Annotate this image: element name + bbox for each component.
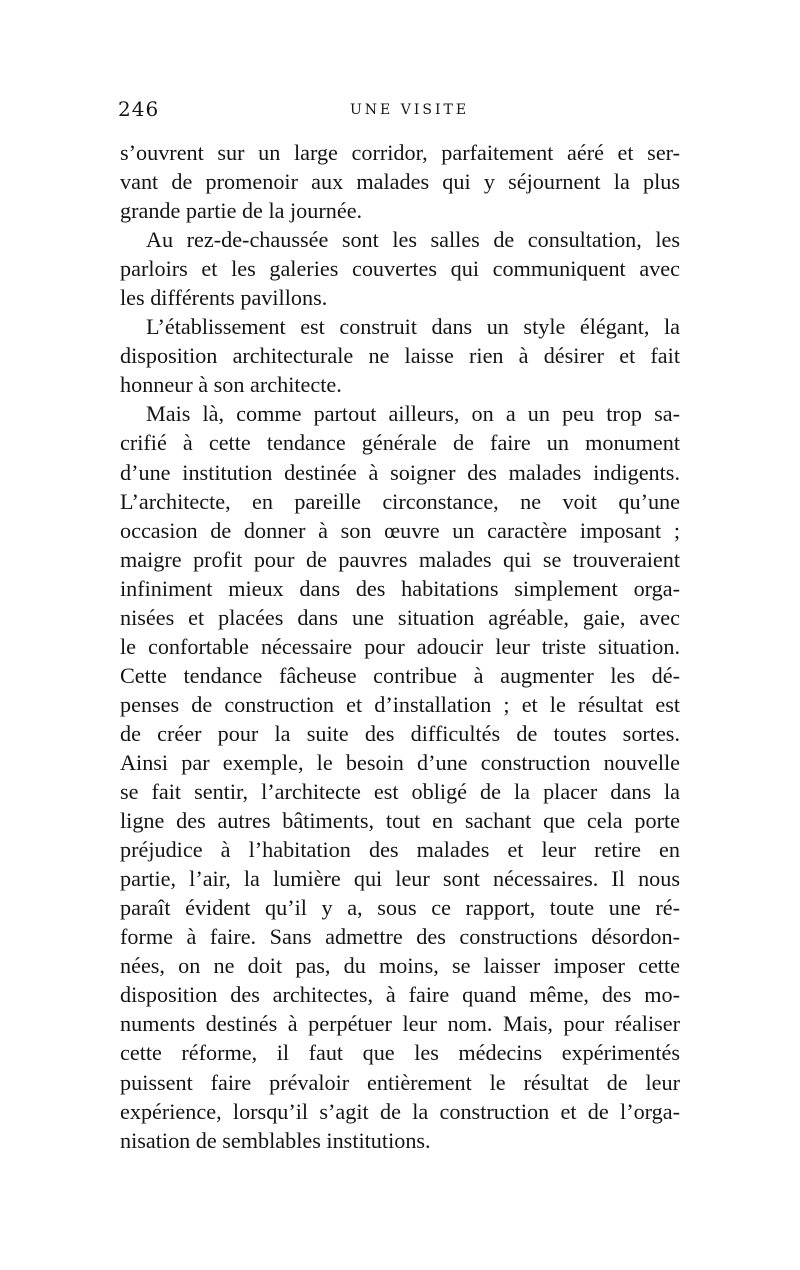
- page-number: 246: [118, 97, 160, 121]
- text-line: ligne des autres bâtiments, tout en sachant que cela porte: [120, 808, 680, 834]
- text-line: numents destinés à perpétuer leur nom. Mais, pour réaliser: [120, 1011, 680, 1037]
- text-line: infiniment mieux dans des habitations simplement orga-: [120, 575, 680, 601]
- text-line: Ainsi par exemple, le besoin d’une construction nouvelle: [120, 749, 680, 775]
- text-line: forme à faire. Sans admettre des constructions désordon-: [120, 924, 680, 950]
- text-line: penses de construction et d’installation ; et le résultat est: [120, 691, 680, 717]
- text-line: disposition des architectes, à faire quand même, des mo-: [120, 982, 680, 1008]
- text-line: L’établissement est construit dans un style élégant, la: [146, 314, 680, 340]
- text-line: se fait sentir, l’architecte est obligé de la placer dans la: [120, 779, 680, 805]
- text-line: disposition architecturale ne laisse rien à désirer et fait: [120, 343, 680, 369]
- text-line: paraît évident qu’il y a, sous ce rapport, toute une ré-: [120, 895, 680, 921]
- body-text: [120, 138, 680, 1155]
- text-line: s’ouvrent sur un large corridor, parfaitement aéré et ser-: [120, 140, 680, 165]
- text-line: les différents pavillons.: [120, 285, 328, 311]
- text-line: nées, on ne doit pas, du moins, se laisser imposer cette: [120, 953, 680, 979]
- text-line: expérience, lorsqu’il s’agit de la construction et de l’orga-: [120, 1098, 680, 1124]
- text-line: Mais là, comme partout ailleurs, on a un peu trop sa-: [146, 401, 680, 427]
- text-line: honneur à son architecte.: [120, 372, 342, 398]
- text-line: crifié à cette tendance générale de faire un monument: [120, 430, 680, 456]
- text-line: Au rez-de-chaussée sont les salles de consultation, les: [146, 227, 680, 253]
- text-line: le confortable nécessaire pour adoucir leur triste situation.: [120, 633, 680, 659]
- text-line: cette réforme, il faut que les médecins expérimentés: [120, 1040, 680, 1066]
- text-line: Cette tendance fâcheuse contribue à augmenter les dé-: [120, 662, 680, 688]
- text-line: d’une institution destinée à soigner des malades indigents.: [120, 459, 680, 485]
- text-line: occasion de donner à son œuvre un caractère imposant ;: [120, 517, 680, 543]
- text-line: de créer pour la suite des difficultés de toutes sortes.: [120, 720, 680, 746]
- text-line: grande partie de la journée.: [120, 198, 363, 224]
- text-line: maigre profit pour de pauvres malades qui se trouveraient: [120, 546, 680, 572]
- text-line: puissent faire prévaloir entièrement le résultat de leur: [120, 1069, 680, 1095]
- text-line: partie, l’air, la lumière qui leur sont nécessaires. Il nous: [120, 866, 680, 892]
- running-head: [118, 97, 678, 127]
- text-line: parloirs et les galeries couvertes qui communiquent avec: [120, 256, 680, 282]
- text-line: préjudice à l’habitation des malades et leur retire en: [120, 837, 680, 863]
- running-title: UNE VISITE: [350, 102, 470, 118]
- text-line: vant de promenoir aux malades qui y séjournent la plus: [120, 169, 680, 195]
- text-line: L’architecte, en pareille circonstance, ne voit qu’une: [120, 488, 680, 514]
- text-line: nisées et placées dans une situation agréable, gaie, avec: [120, 604, 680, 630]
- text-line: nisation de semblables institutions.: [120, 1127, 431, 1153]
